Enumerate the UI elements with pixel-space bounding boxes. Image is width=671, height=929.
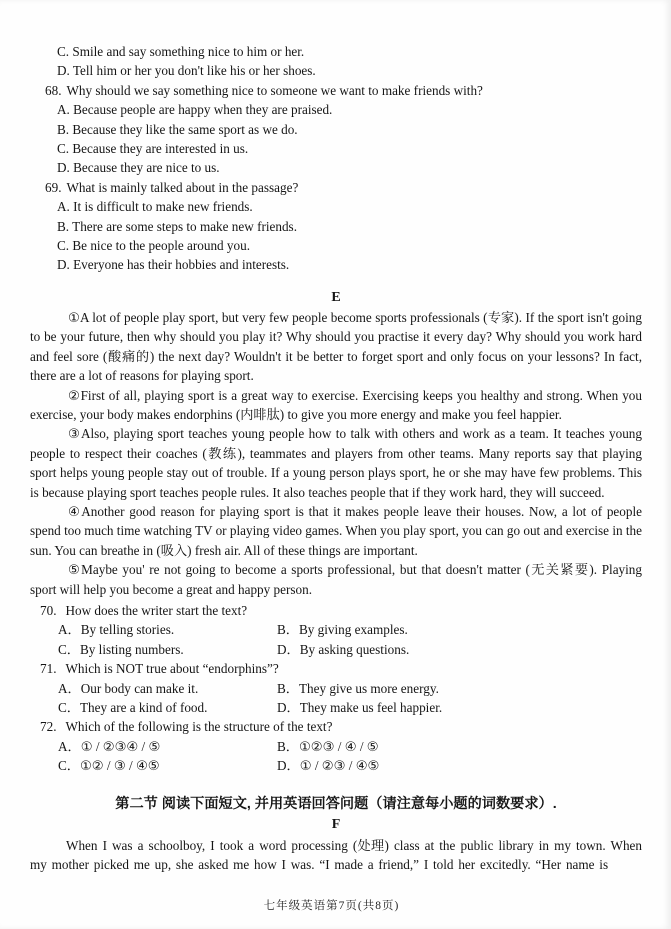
option: D．They make us feel happier. — [277, 700, 443, 715]
question-number: 69. — [45, 179, 62, 195]
question-stem — [30, 81, 642, 100]
questions-70-72 — [30, 601, 642, 776]
question-text: Why should we say something nice to someone we want to make friends with? — [66, 82, 483, 98]
option: D. Tell him or her you don't like his or her shoes. — [57, 63, 316, 79]
paragraph-5: ⑤Maybe you' re not going to become a sports professional, but that doesn't matter (无关紧要). Playing sport will help you become a great and happy person. — [30, 562, 642, 597]
question-number: 71. — [40, 661, 57, 677]
options-grid — [30, 620, 642, 659]
option: B. Because they like the same sport as we do. — [57, 121, 298, 137]
question-text: Which is NOT true about “endorphins”? — [65, 661, 279, 677]
options-grid — [30, 679, 642, 718]
question-stem — [30, 717, 642, 736]
question-stem — [30, 601, 642, 620]
option: C. Because they are interested in us. — [57, 141, 249, 157]
question-text: Which of the following is the structure of the text? — [65, 719, 333, 735]
paragraph: When I was a schoolboy, I took a word processing (处理) class at the public library in my town. When my mother picked me up, she asked me how I was. “I made a friend,” I told her excitedly. “Her name is — [30, 837, 642, 873]
paragraph-1: ①A lot of people play sport, but very few people become sports professionals (专家). If the sport isn't going to be your future, then why should you play it? Why should you practise it every day? Why should you work hard and feel sore (酸痛的) the next day? Wouldn't it be better to forget sport and only focus on your lessons? In fact, there are a lot of reasons for playing sport. — [30, 309, 642, 384]
option: D．By asking questions. — [277, 641, 410, 657]
question-number: 68. — [45, 82, 62, 98]
option: C．By listing numbers. — [58, 641, 184, 657]
question-69 — [30, 178, 642, 275]
option: A．Our body can make it. — [58, 680, 199, 696]
question-70 — [30, 601, 642, 659]
question-number: 72. — [40, 719, 57, 735]
option: D．① / ②③ / ④⑤ — [277, 758, 380, 774]
paragraph-3: ③Also, playing sport teaches young people how to talk with others and work as a team. It teaches young people to respect their coaches (教练), teammates and players from other teams. Many reports say that playing sport helps young people stay out of trouble. If a young person plays sport, he or she may have few problems. This is because playing sport teaches people rules. It also teaches people that if they work hard, they will succeed. — [30, 426, 642, 500]
option: D. Everyone has their hobbies and interests. — [57, 257, 290, 273]
option: A. Because people are happy when they are praised. — [57, 102, 333, 118]
section-2 — [30, 793, 642, 875]
question-number: 70. — [40, 602, 57, 618]
section-2-heading: 第二节 阅读下面短文, 并用英语回答问题（请注意每小题的词数要求）. — [115, 795, 557, 812]
question-stem — [30, 659, 642, 678]
question-text: What is mainly talked about in the passage? — [66, 179, 299, 195]
passage-f-heading: F — [331, 816, 341, 832]
options-grid — [30, 737, 642, 776]
option: B. There are some steps to make new friends. — [57, 218, 297, 234]
question-68 — [30, 81, 642, 178]
page-footer: 七年级英语第7页(共8页) — [263, 899, 400, 912]
passage-e — [30, 288, 642, 599]
question-72 — [30, 717, 642, 775]
option: B．①②③ / ④ / ⑤ — [277, 738, 379, 754]
question-67-options — [30, 42, 642, 81]
question-stem — [30, 178, 642, 197]
option: A. It is difficult to make new friends. — [57, 199, 253, 215]
option: A．① / ②③④ / ⑤ — [58, 738, 161, 754]
question-71 — [30, 659, 642, 717]
option: C. Be nice to the people around you. — [57, 238, 251, 254]
passage-e-heading: E — [331, 289, 341, 305]
passage-f — [30, 836, 642, 875]
option: B．They give us more energy. — [277, 680, 439, 696]
option: B．By giving examples. — [277, 622, 408, 638]
question-text: How does the writer start the text? — [65, 602, 248, 618]
option: C．They are a kind of food. — [58, 700, 208, 715]
option: C. Smile and say something nice to him or her. — [57, 44, 305, 59]
paragraph-4: ④Another good reason for playing sport is that it makes people leave their houses. Now, a lot of people spend too much time watching TV or playing video games. When you play sport, you can go out and exercise in the sun. You can breathe in (吸入) fresh air. All of these things are important. — [30, 503, 642, 558]
option: A．By telling stories. — [58, 622, 175, 638]
option: C．①② / ③ / ④⑤ — [58, 758, 160, 774]
option: D. Because they are nice to us. — [57, 160, 220, 176]
paragraph-2: ②First of all, playing sport is a great way to exercise. Exercising keeps you healthy and strong. When you exercise, your body makes endorphins (内啡肽) to give you more energy and make you feel happier. — [30, 387, 642, 422]
